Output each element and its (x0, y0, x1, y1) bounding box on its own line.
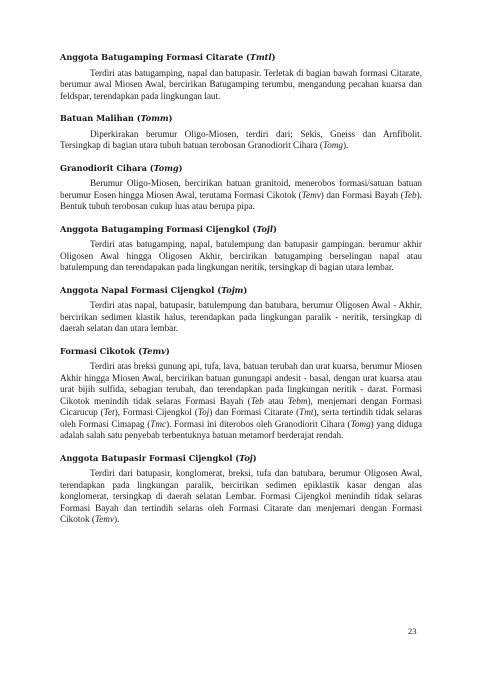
formation-code: Temv (94, 514, 115, 524)
section-title: Anggota Batugamping Formasi Cijengkol (60, 223, 250, 234)
section-heading: Anggota Napal Formasi Cijengkol (Tojm) (60, 284, 248, 295)
formation-code: Tet (103, 407, 115, 417)
section-heading: Anggota Batupasir Formasi Cijengkol (Toj) (60, 452, 257, 463)
formation-code: Tebm (287, 395, 308, 406)
section-toj (60, 453, 422, 526)
formation-code: Teb (403, 189, 417, 200)
section-tomg (60, 163, 422, 213)
section-title: Formasi Cikotok (60, 345, 136, 356)
section-tomm (60, 113, 422, 152)
section-paragraph: Terdiri atas batugamping, napal, batulempung dan batupasir gampingan. berumur akhir Oligosen Awal hingga Oligosen Akhir, bercirikan batugamping berselingan napal atau batulempung dan terendapakan pada lingkungan neritik, tersingkap di bagian utara lembar. (60, 239, 422, 272)
section-title: Granodiorit Cihara (60, 162, 147, 173)
section-code: Toj (239, 452, 253, 463)
formation-code: Toj (197, 407, 210, 417)
section-heading: Formasi Cikotok (Temv) (60, 345, 170, 356)
section-title: Anggota Batupasir Formasi Cijengkol (60, 452, 233, 463)
section-title: Batuan Malihan (60, 113, 134, 123)
section-code: Tojm (221, 284, 244, 295)
section-code: Tomg (153, 162, 179, 173)
section-heading: Batuan Malihan (Tomm) (60, 113, 173, 123)
page-number: 23 (408, 626, 417, 636)
page-content (60, 52, 422, 537)
formation-code: Tmc (150, 418, 167, 429)
section-code: Temv (142, 345, 166, 356)
section-paragraph: Terdiri dari batupasir, konglomerat, breksi, tufa dan batubara, berumur Oligosen Awal, terendapkan pada lingkungan paralik, bercirikan sedimen epiklastik kasar dengan alas konglomerat, tersingkap di daerah selatan Lembar. Formasi Cijengkol menindih tidak selaras Formasi Bayah dan tertindih selaras oleh Formasi Citarate dan menjemari dengan Formasi Cikotok (Temv). (60, 468, 422, 524)
section-heading: Anggota Batugamping Formasi Citarate (Tmtl) (60, 52, 276, 62)
section-title: Anggota Napal Formasi Cijengkol (60, 284, 215, 295)
section-heading: Granodiorit Cihara (Tomg) (60, 162, 183, 173)
section-code: Tojl (256, 223, 273, 234)
section-paragraph: Diperkirakan berumur Oligo-Miosen, terdiri dari; Sekis, Gneiss dan Arnfibolit. Tersingkap di bagian utara tubuh batuan terobosan Granodiorit Cihara (Tomg). (60, 128, 422, 150)
section-tojl (60, 224, 422, 274)
section-tojm (60, 285, 422, 335)
section-code: Tmtl (249, 52, 272, 62)
section-code: Tomm (140, 113, 169, 123)
formation-code: Tmt (299, 407, 314, 417)
section-paragraph: Terdiri atas breksi gunung api, tufa, lava, batuan terubah dan urat kuarsa, berumur Miosen Akhir hingga Miosen Awal, bercirikan batuan gunungapi andesit - basal, dengan urat kuarsa atau urat bijih sulfida, sebagian terubah, dan terendapkan pada lingkungan neritik - darat. Formasi Cikotok menindih tidak selaras Formasi Bayah (Teb atau Tebm), menjemari dengan Formasi Cicarucup (Tet), Formasi Cijengkol (Toj) dan Formasi Citarate (Tmt), serta tertindih tidak selaras oleh Formasi Cimapag (Tmc). Formasi ini diterobos oleh Granodiorit Cihara (Tomg) yang diduga adalah salah satu penyebab terbentuknya batuan metamorf berderajat rendah. (60, 361, 422, 440)
formation-code: Teb (250, 395, 264, 406)
section-paragraph: Terdiri atas napal, batupasir, batulempung dan batubara, berumur Oligosen Awal - Akhir, bercirikan sedimen klastik halus, terendapkan pada lingkungan paralik - neritik, tersingkap di daerah selatan dan utara lembar. (60, 300, 422, 333)
section-heading: Anggota Batugamping Formasi Cijengkol (Tojl) (60, 223, 277, 234)
section-paragraph: Terdiri atas batugamping, napal dan batupasir. Terletak di bagian bawah formasi Citarate, berumur awal Miosen Awal, bercirikan Batugamping terumbu, mengandung pecahan kuarsa dan feldspar, terendapkan pada lingkungan laut. (60, 67, 422, 101)
section-title: Anggota Batugamping Formasi Citarate (60, 52, 244, 62)
section-paragraph: Berumur Oligo-Miosen, bercirikan batuan granitoid, menerobos formasi/satuan batuan berumur Eosen hingga Miosen Awal, terutama Formasi Cikotok (Temv) dan Formasi Bayah (Teb). Bentuk tubuh terobosan cukup luas atau berupa pipa. (60, 178, 422, 211)
formation-code: Temv (301, 189, 321, 200)
section-temv (60, 346, 422, 442)
formation-code: Tomg (350, 418, 371, 429)
section-tmtl (60, 52, 422, 102)
formation-code: Tomg (322, 140, 343, 150)
